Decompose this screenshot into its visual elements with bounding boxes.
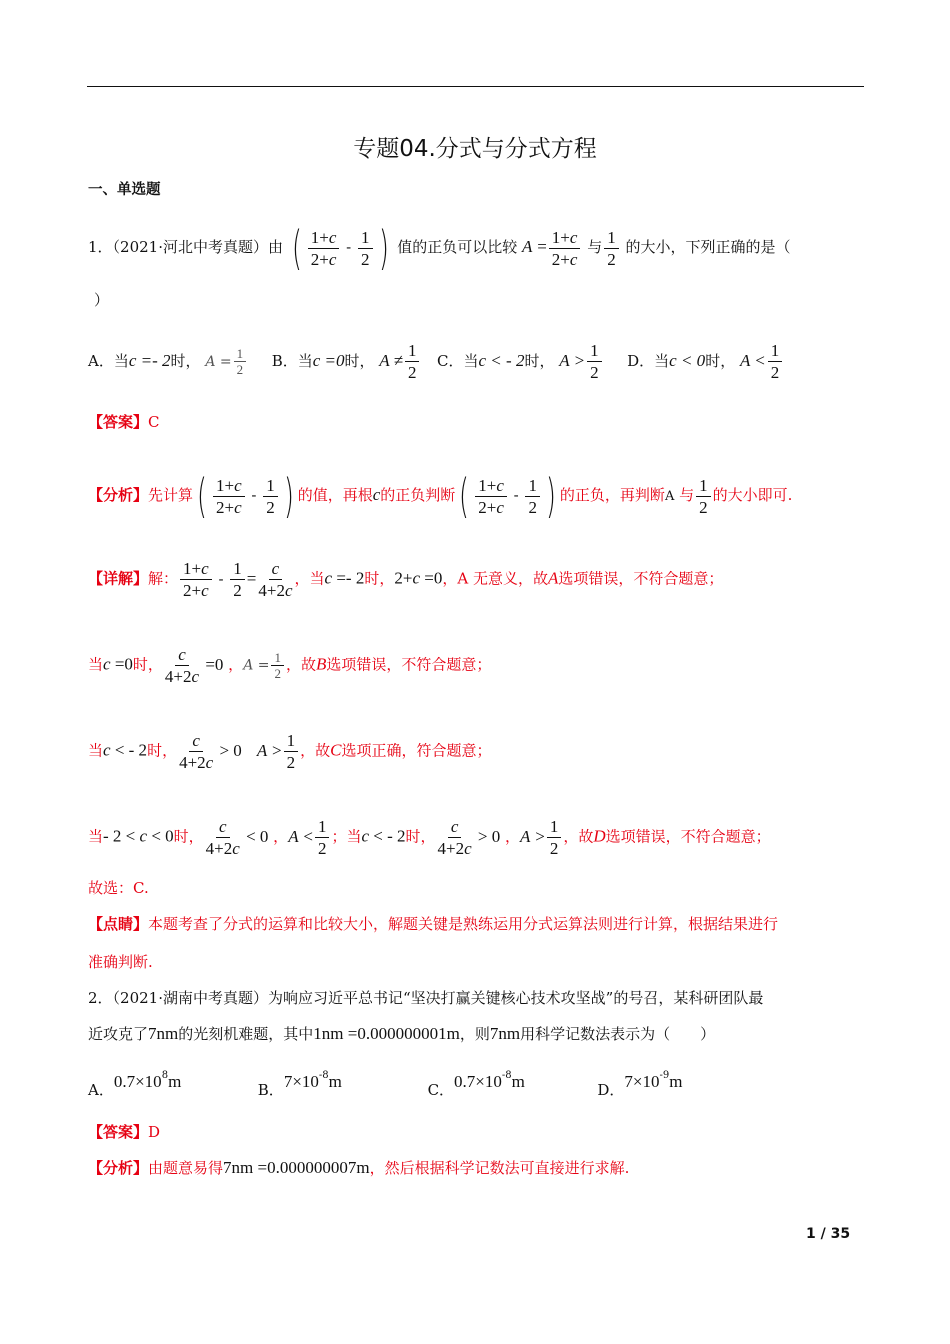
q2-options (88, 1066, 762, 1099)
q1-choose: 故选：C. (88, 879, 149, 897)
q1-detail-2: 当c =0时， $\frac{c}{4+2c}$ =0 ，A = $\frac{1}{2}$ ，故B选项错误，不符合题意； (88, 645, 492, 686)
page-number: 1 / 35 (806, 1226, 851, 1242)
q1-fraction: $\frac{1+c}{2+c}$ (308, 227, 340, 270)
q1-close-paren: ） (94, 291, 110, 309)
q1-detail-3: 当c < - 2时， $\frac{c}{4+2c}$ > 0 A > $\frac{1}{2}$ ，故C选项正确，符合题意； (88, 731, 492, 772)
q2-option-d: D．$7\times 10^{-9}m$ (597, 1070, 683, 1099)
header-rule (87, 86, 864, 87)
q1-comment-cont: 准确判断. (88, 953, 153, 971)
q2-stem-2: 近攻克了7nm的光刻机难题，其中1nm =0.000000001m，则7nm用科学记数法表示为（ ） (88, 1024, 716, 1043)
q1-detail-4: 当- 2 < c < 0时， $\frac{c}{4+2c}$ < 0 ，A < $\frac{1}{2}$ ；当c < - 2时， $\frac{c}{4+2c}$ > 0 ，A > $\frac{1}{2}$ ，故D选项错误，不符合题意； (88, 817, 771, 858)
section-heading: 一、单选题 (88, 182, 161, 198)
q2-option-b: B．$7\times 10^{-8}m$ (257, 1070, 342, 1099)
q2-option-c: C．$0.7\times 10^{-8}m$ (427, 1070, 525, 1099)
page-title: 专题04.分式与分式方程 (353, 136, 597, 162)
q1-answer: 【答案】C (88, 413, 160, 431)
q1-option-d: D．当c < 0时， A < $\frac{1}{2}$ (627, 352, 784, 370)
q1-comment: 【点睛】本题考查了分式的运算和比较大小，解题关键是熟练运用分式运算法则进行计算，根据结果进行 (88, 915, 779, 933)
q2-answer: 【答案】D (88, 1123, 161, 1141)
q1-option-b: B．当c =0时， A ≠ $\frac{1}{2}$ (272, 352, 422, 370)
q1-text-1: 由 (268, 238, 284, 256)
q1-text-3: 与 (587, 238, 603, 256)
q1-options (88, 340, 784, 383)
q1-detail-1: 【详解】解： $\frac{1+c}{2+c}$ - $\frac{1}{2}$ = $\frac{c}{4+2c}$ ，当c =- 2时，2+c =0，A 无意义，故A选项错误，不符合题意； (88, 559, 724, 600)
q2-option-a: A．$0.7\times 10^8m$ (88, 1070, 182, 1099)
q1-source: （2021·河北中考真题） (112, 238, 268, 256)
q1-stem: 1．（2021·河北中考真题）由 ( $\frac{1+c}{2+c}$ - $\frac{1}{2}$ ) 值的正负可以比较 A = $\frac{1+c}{2+c}$ 与 $\frac{1}{2}$ 的大小，下列正确的是（ (88, 221, 791, 275)
q1-text-2: 值的正负可以比较 (397, 238, 518, 256)
q1-number: 1． (88, 238, 113, 256)
q1-text-4: 的大小，下列正确的是（ (625, 238, 791, 256)
q2-number: 2． (88, 989, 113, 1007)
q2-stem-1: 2．（2021·湖南中考真题）为响应习近平总书记“坚决打赢关键核心技术攻坚战”的号召，某科研团队最 (88, 989, 764, 1007)
q1-option-a: A．当c =- 2时， A = $\frac{1}{2}$ (88, 352, 248, 370)
q2-source: （2021·湖南中考真题） (112, 989, 268, 1007)
q1-option-c: C．当c < - 2时， A > $\frac{1}{2}$ (437, 352, 604, 370)
q2-analysis: 【分析】由题意易得7nm =0.000000007m，然后根据科学记数法可直接进行求解. (88, 1158, 630, 1177)
q1-analysis: 【分析】先计算( $\frac{1+c}{2+c}$ - $\frac{1}{2}$ ) 的值，再根c的正负判断( $\frac{1+c}{2+c}$ - $\frac{1}{2}$ ) 的正负，再判断A 与 $\frac{1}{2}$ 的大小即可. (88, 469, 793, 523)
